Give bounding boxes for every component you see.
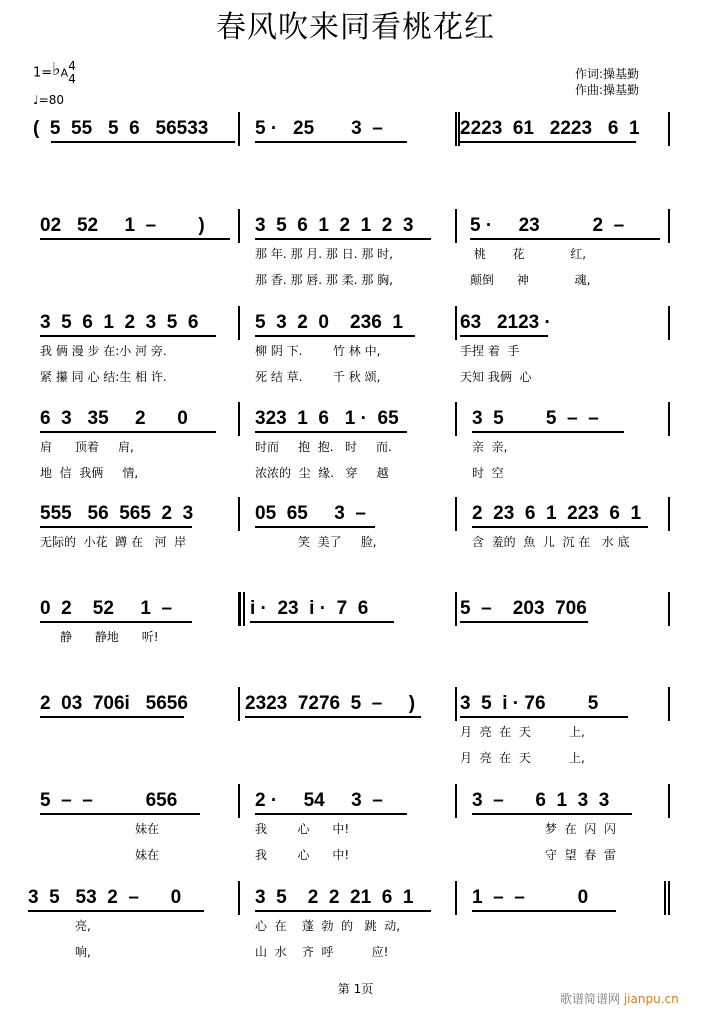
note-group: 2 23 6 1 223 6 1 <box>472 503 642 524</box>
flat-icon: ♭ <box>52 58 61 80</box>
bar-line <box>455 497 457 531</box>
lyric-verse-2: 那 香. 那 唇. 那 柔. 那 胸, <box>255 273 393 287</box>
beam-underline <box>40 238 230 240</box>
note-group: 3 5 6 1 2 1 2 3 <box>255 215 414 236</box>
lyric-verse-1: 肩 顶着 肩, <box>40 440 134 454</box>
lyric-verse-2: 山 水 齐 呼 应! <box>255 945 389 959</box>
note-group: 02 52 1 – ) <box>40 215 205 236</box>
note-group: 6 3 35 2 0 <box>40 408 188 429</box>
beam-underline <box>460 335 548 337</box>
note-group: 323 1 6 1 · 65 <box>255 408 399 429</box>
note-group: 3 5 6 1 2 3 5 6 <box>40 312 199 333</box>
bar-line <box>455 112 457 146</box>
beam-underline <box>40 526 192 528</box>
lyric-verse-2: 紧 攥 同 心 结:生 相 许. <box>40 370 167 384</box>
note-group: 3 5 53 2 – 0 <box>28 887 182 908</box>
lyric-verse-1: 柳 阴 下. 竹 林 中, <box>255 344 381 358</box>
beam-underline <box>472 431 624 433</box>
tempo-value: =80 <box>38 93 64 107</box>
note-group: 3 – 6 1 3 3 <box>472 790 610 811</box>
lyric-verse-1: 时而 抱 抱. 时 而. <box>255 440 392 454</box>
beam-underline <box>51 141 235 143</box>
lyric-verse-1: 我 俩 漫 步 在:小 河 旁. <box>40 344 167 358</box>
bar-line <box>455 306 457 340</box>
beam-underline <box>255 431 407 433</box>
beam-underline <box>255 238 431 240</box>
lyric-verse-1: 那 年. 那 月. 那 日. 那 时, <box>255 247 393 261</box>
bar-line <box>668 497 670 531</box>
lyric-verse-1: 亮, <box>75 919 91 933</box>
composer: 作曲:操基勤 <box>575 83 640 97</box>
watermark-cn: 歌谱简谱网 <box>560 992 621 1006</box>
bar-line <box>668 592 670 626</box>
beam-underline <box>255 813 407 815</box>
song-title: 春风吹来同看桃花红 <box>216 10 495 45</box>
bar-line <box>238 497 240 531</box>
bar-line <box>238 402 240 436</box>
lyric-verse-1: 梦 在 闪 闪 <box>545 822 616 836</box>
beam-underline <box>40 716 184 718</box>
bar-line <box>238 784 240 818</box>
bar-line <box>455 209 457 243</box>
lyric-verse-2: 地 信 我俩 情, <box>40 466 139 480</box>
beam-underline <box>40 813 200 815</box>
note-group: 3 5 i · 76 5 <box>460 693 599 714</box>
note-group: 0 2 52 1 – <box>40 598 173 619</box>
note-group: 2223 61 2223 6 1 <box>460 118 640 139</box>
time-signature <box>68 60 76 86</box>
watermark-site: jianpu.cn <box>623 992 679 1006</box>
beam-underline <box>40 621 192 623</box>
lyric-verse-2: 浓浓的 尘 缘. 穿 越 <box>255 466 389 480</box>
note-group: 5 · 23 2 – <box>470 215 625 236</box>
lyric-verse-2: 死 结 草. 千 秋 颂, <box>255 370 381 384</box>
beam-underline <box>255 141 407 143</box>
beam-underline <box>255 335 415 337</box>
lyric-verse-1: 无际的 小花 蹲 在 河 岸 <box>40 535 187 549</box>
note-group: 3 5 2 2 21 6 1 <box>255 887 414 908</box>
bar-line <box>455 687 457 721</box>
page-number: 第 1页 <box>337 982 374 996</box>
bar-line <box>668 112 670 146</box>
time-bottom: 4 <box>68 72 76 86</box>
lyric-verse-2: 颠倒 神 魂, <box>470 273 591 287</box>
lyric-verse-1: 亲 亲, <box>472 440 508 454</box>
beam-underline <box>40 335 216 337</box>
bar-line <box>668 306 670 340</box>
bar-line <box>455 402 457 436</box>
beam-underline <box>255 910 431 912</box>
beam-underline <box>40 431 216 433</box>
lyric-verse-2: 天知 我俩 心 <box>460 370 532 384</box>
beam-underline <box>470 238 660 240</box>
beam-underline <box>460 716 628 718</box>
note-group: 5 · 25 3 – <box>255 118 383 139</box>
repeat-barline <box>238 592 241 626</box>
lyric-verse-1: 月 亮 在 天 上, <box>460 725 585 739</box>
note-group: 05 65 3 – <box>255 503 366 524</box>
note-group: 2 · 54 3 – <box>255 790 383 811</box>
beam-underline <box>245 716 421 718</box>
bar-line <box>668 209 670 243</box>
bar-line <box>238 112 240 146</box>
lyric-verse-1: 手捏 着 手 <box>460 344 520 358</box>
note-group: 63 2123 · <box>460 312 551 333</box>
key-label: 1= <box>33 65 53 81</box>
lyricist: 作词:操基勤 <box>575 67 640 81</box>
beam-underline <box>472 526 648 528</box>
bar-line <box>668 402 670 436</box>
lyric-verse-1: 妹在 <box>135 822 160 836</box>
key-signature <box>33 60 76 86</box>
beam-underline <box>28 910 204 912</box>
tempo-marking <box>33 93 64 107</box>
note-group: 5 3 2 0 236 1 <box>255 312 403 333</box>
note-group: 5 – – 656 <box>40 790 178 811</box>
quarter-note-icon: ♩ <box>33 93 39 107</box>
time-top: 4 <box>68 59 76 73</box>
repeat-barline <box>243 592 245 626</box>
bar-line <box>238 881 240 915</box>
lyric-verse-2: 妹在 <box>135 848 160 862</box>
lyric-verse-1: 笑 美了 脸, <box>298 535 377 549</box>
note-group: 2 03 706i 5656 <box>40 693 188 714</box>
lyric-verse-1: 我 心 中! <box>255 822 350 836</box>
note-group: 3 5 5 – – <box>472 408 599 429</box>
lyric-verse-1: 桃 花 红, <box>470 247 587 261</box>
bar-line <box>668 687 670 721</box>
credits <box>575 66 639 98</box>
beam-underline <box>255 526 375 528</box>
lyric-verse-2: 响, <box>75 945 91 959</box>
lyric-verse-1: 静 静地 听! <box>60 630 159 644</box>
lyric-verse-2: 守 望 春 雷 <box>545 848 616 862</box>
bar-line <box>238 209 240 243</box>
beam-underline <box>460 141 636 143</box>
lyric-verse-2: 我 心 中! <box>255 848 350 862</box>
repeat-barline <box>664 881 666 915</box>
lyric-verse-1: 心 在 蓬 勃 的 跳 动, <box>255 919 401 933</box>
note-group: ( 5 55 5 6 56533 <box>33 118 209 139</box>
lyric-verse-2: 时 空 <box>472 466 504 480</box>
bar-line <box>458 112 460 146</box>
beam-underline <box>472 813 632 815</box>
note-group: i · 23 i · 7 6 <box>250 598 369 619</box>
note-group: 555 56 565 2 3 <box>40 503 194 524</box>
repeat-barline <box>668 881 670 915</box>
beam-underline <box>460 621 588 623</box>
beam-underline <box>250 621 394 623</box>
key-note: A <box>60 66 69 80</box>
beam-underline <box>472 910 616 912</box>
note-group: 5 – 203 706 <box>460 598 587 619</box>
bar-line <box>455 592 457 626</box>
watermark <box>560 990 679 1007</box>
bar-line <box>668 784 670 818</box>
bar-line <box>238 306 240 340</box>
bar-line <box>455 881 457 915</box>
lyric-verse-1: 含 羞的 魚 儿 沉 在 水 底 <box>472 535 630 549</box>
bar-line <box>238 687 240 721</box>
bar-line <box>455 784 457 818</box>
lyric-verse-2: 月 亮 在 天 上, <box>460 751 585 765</box>
note-group: 2323 7276 5 – ) <box>245 693 416 714</box>
note-group: 1 – – 0 <box>472 887 589 908</box>
